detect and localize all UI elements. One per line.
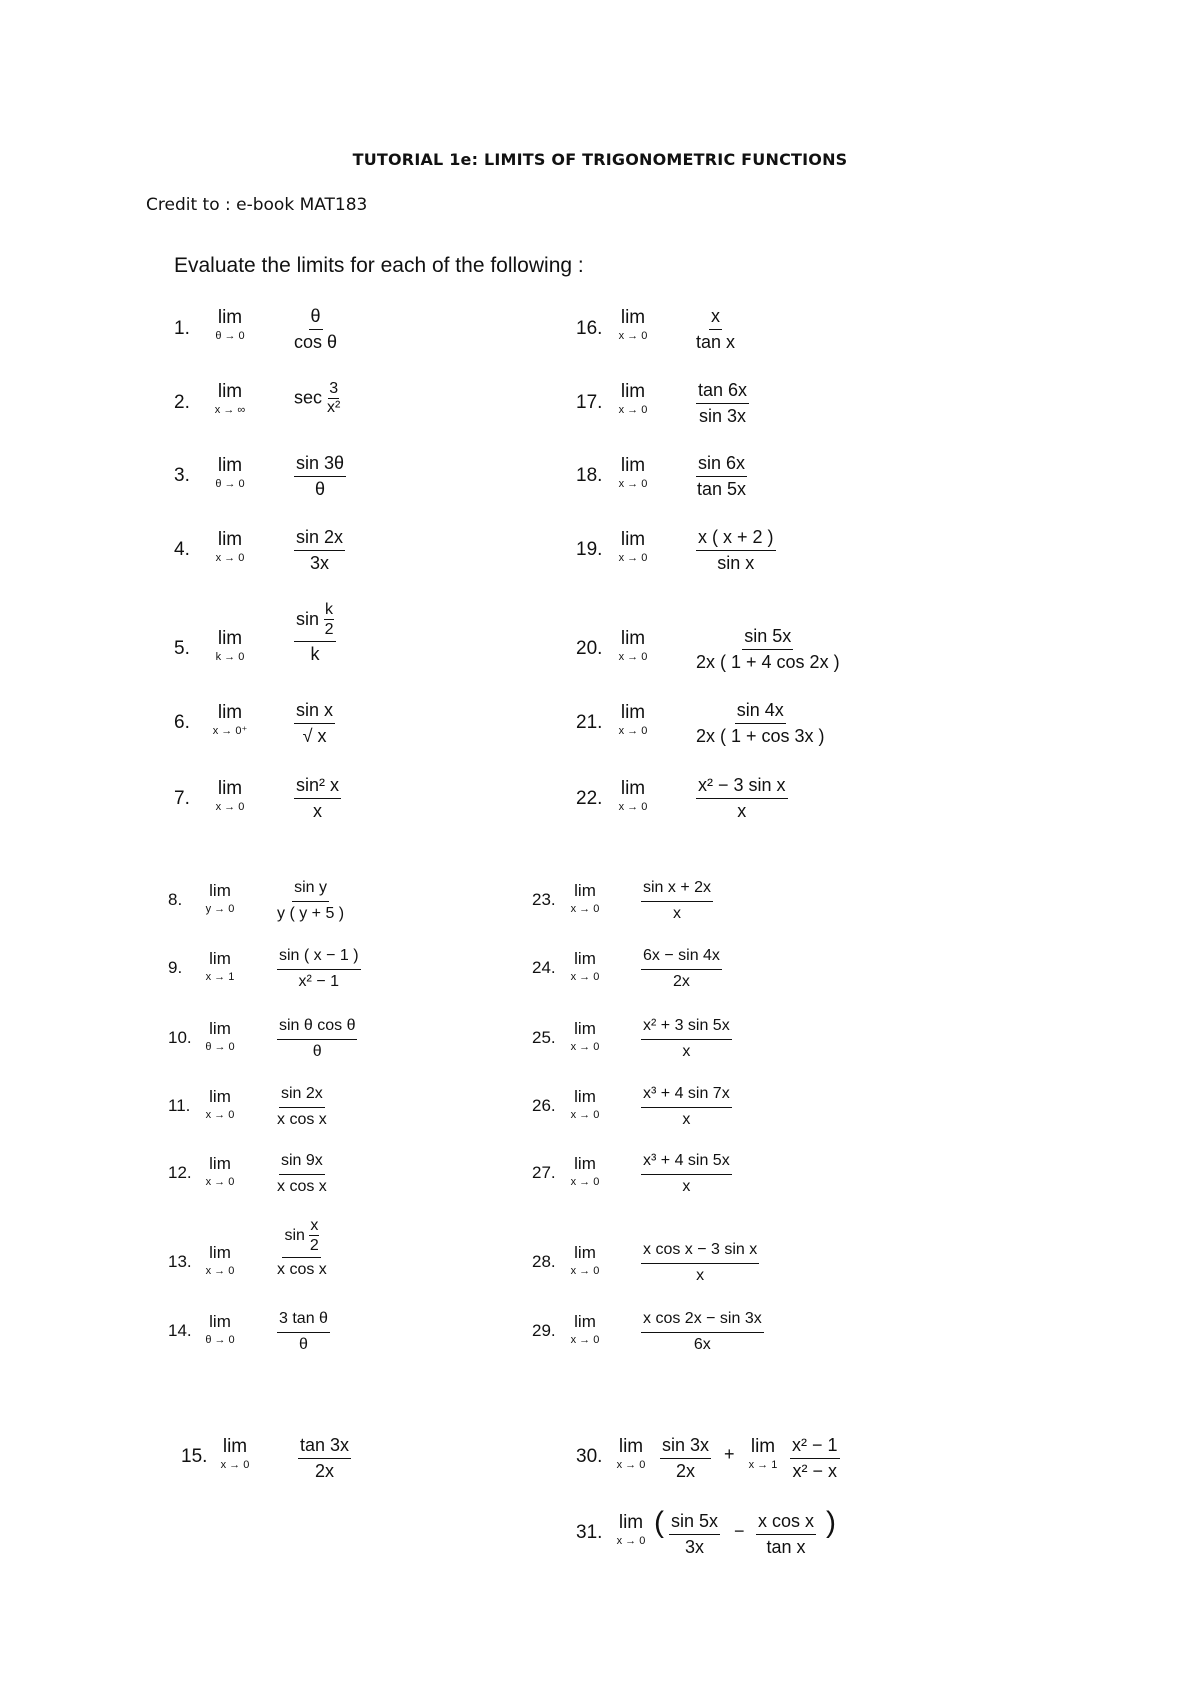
- limit-operator: lim k → 0: [215, 628, 245, 663]
- left-parenthesis: (: [654, 1506, 664, 1539]
- limit-operator: lim x → 0: [215, 529, 245, 564]
- problem-number: 18.: [576, 465, 603, 486]
- fraction: $\frac{\tan 3x}{2x}$: [300, 1435, 350, 1481]
- fraction: $\frac{\sin 3x}{2x}$: [662, 1435, 710, 1481]
- fraction: $\frac{\theta}{\text{cos θ}}$: [294, 306, 338, 352]
- credit-line: Credit to : e-book MAT183: [146, 195, 368, 215]
- problem-number: 15.: [181, 1446, 208, 1467]
- fraction: $\frac{\text{x² − 1}}{\text{x² − x}}$: [792, 1435, 838, 1481]
- limit-operator: lim x → 0⁺: [212, 702, 248, 737]
- limit-operator: lim x → 0: [616, 1436, 646, 1471]
- fraction: $\frac{\sin 5x}{2x ( 1 + 4 \cos 2x )}$: [696, 626, 840, 672]
- limit-operator: lim θ → 0: [205, 1019, 235, 1053]
- fraction: $\frac{\sin ( x - 1 )}{\text{x² − 1}}$: [279, 947, 359, 990]
- expression: sec $\frac{3}{\text{x²}}$: [294, 380, 341, 416]
- limit-operator: lim x → 0: [618, 455, 648, 490]
- problem-number: 22.: [576, 788, 603, 809]
- minus-operator: −: [734, 1521, 745, 1541]
- fraction: $\frac{\sin 2x}{\text{x cos x}}$: [277, 1085, 327, 1128]
- limit-operator: lim x → 0: [618, 529, 648, 564]
- limit-operator: lim x → 0: [618, 778, 648, 813]
- problem-number: 24.: [532, 958, 556, 977]
- problem-number: 17.: [576, 392, 603, 413]
- limit-operator: lim θ → 0: [215, 455, 245, 490]
- problem-number: 29.: [532, 1321, 556, 1340]
- problem-number: 1.: [174, 318, 190, 339]
- fraction: $\frac{\sin 2x}{3x}$: [296, 527, 344, 573]
- fraction: $\frac{\text{x cos x − 3 sin x}}{x}$: [643, 1241, 758, 1284]
- problem-number: 25.: [532, 1028, 556, 1047]
- fraction: $\frac{\text{x cos 2x − sin 3x}}{6x}$: [643, 1310, 762, 1353]
- fraction: $\frac{\sin 9x}{\text{x cos x}}$: [277, 1152, 327, 1195]
- fraction: $\frac{\text{x² + 3 sin 5x}}{x}$: [643, 1017, 730, 1060]
- problem-number: 21.: [576, 712, 603, 733]
- problem-number: 23.: [532, 890, 556, 909]
- limit-operator: lim x → 0: [570, 949, 600, 983]
- problem-number: 5.: [174, 638, 190, 659]
- limit-operator: lim x → ∞: [214, 381, 246, 416]
- problem-number: 11.: [168, 1096, 191, 1115]
- fraction: $\frac{\text{sin² x}}{x}$: [296, 775, 340, 821]
- fraction: $\frac{\sin 4x}{2x ( 1 + \cos 3x )}$: [696, 700, 825, 746]
- problem-number: 14.: [168, 1321, 192, 1340]
- fraction: $\frac{\text{x cos x}}{\text{tan x}}$: [758, 1511, 815, 1557]
- fraction: $\frac{\sin 3\theta}{\theta}$: [296, 453, 345, 499]
- problem-number: 30.: [576, 1446, 603, 1467]
- right-parenthesis: ): [826, 1506, 836, 1539]
- limit-operator: lim x → 0: [570, 1243, 600, 1277]
- problem-number: 2.: [174, 392, 190, 413]
- limit-operator: lim x → 0: [215, 778, 245, 813]
- problem-number: 19.: [576, 539, 603, 560]
- fraction: $\frac{\text{x³ + 4 sin 7x}}{x}$: [643, 1085, 730, 1128]
- limit-operator: lim x → 0: [220, 1436, 250, 1471]
- problem-number: 26.: [532, 1096, 556, 1115]
- fraction: $\frac{6x - \sin 4x}{2x}$: [643, 947, 720, 990]
- limit-operator: lim x → 0: [570, 1087, 600, 1121]
- limit-operator: lim x → 0: [618, 381, 648, 416]
- fraction: sin $\frac{x}{2}$ x cos x: [277, 1217, 327, 1278]
- problem-number: 7.: [174, 788, 190, 809]
- limit-operator: lim x → 1: [205, 949, 235, 983]
- instruction-text: Evaluate the limits for each of the following :: [174, 254, 584, 277]
- problem-number: 12.: [168, 1163, 192, 1182]
- fraction: $\frac{x ( x + 2 )}{\text{sin x}}$: [698, 527, 774, 573]
- fraction: $\frac{\text{sin θ cos θ}}{\theta}$: [279, 1017, 356, 1060]
- limit-operator: lim x → 0: [570, 1312, 600, 1346]
- fraction: $\frac{\tan 6x}{\sin 3x}$: [698, 380, 748, 426]
- problem-number: 6.: [174, 712, 190, 733]
- limit-operator: lim x → 0: [570, 1019, 600, 1053]
- page-title: TUTORIAL 1e: LIMITS OF TRIGONOMETRIC FUNCTIONS: [352, 150, 848, 169]
- limit-operator: lim θ → 0: [215, 307, 245, 342]
- problem-number: 3.: [174, 465, 190, 486]
- problem-number: 27.: [532, 1163, 556, 1182]
- fraction: $\frac{\text{sin x}}{√ x}$: [296, 700, 334, 746]
- limit-operator: lim x → 0: [618, 307, 648, 342]
- problem-number: 13.: [168, 1252, 192, 1271]
- fraction: $\frac{\sin 5x}{3x}$: [671, 1511, 719, 1557]
- plus-operator: +: [724, 1444, 735, 1464]
- fraction: $\frac{x}{\text{tan x}}$: [696, 306, 736, 352]
- limit-operator: lim y → 0: [205, 881, 235, 915]
- limit-operator: lim x → 0: [570, 1154, 600, 1188]
- limit-operator: lim x → 0: [618, 702, 648, 737]
- fraction: sin $\frac{k}{2}$ k: [294, 601, 336, 665]
- fraction: $\frac{\sin 6x}{\tan 5x}$: [696, 453, 747, 499]
- limit-operator: lim x → 0: [205, 1154, 235, 1188]
- problem-number: 20.: [576, 638, 603, 659]
- problem-number: 28.: [532, 1252, 556, 1271]
- fraction: $\frac{\text{3 tan θ}}{\theta}$: [279, 1310, 328, 1353]
- limit-operator: lim x → 0: [616, 1512, 646, 1547]
- limit-operator: lim x → 0: [618, 628, 648, 663]
- problem-number: 4.: [174, 539, 190, 560]
- limit-operator: lim x → 0: [205, 1243, 235, 1277]
- fraction: $\frac{\text{x³ + 4 sin 5x}}{x}$: [643, 1152, 730, 1195]
- limit-operator: lim x → 0: [205, 1087, 235, 1121]
- problem-number: 8.: [168, 890, 183, 909]
- limit-operator: lim x → 1: [748, 1436, 778, 1471]
- limit-operator: lim x → 0: [570, 881, 600, 915]
- fraction: $\frac{\text{sin y}}{y ( y + 5 )}$: [277, 879, 345, 922]
- problem-number: 10.: [168, 1028, 192, 1047]
- fraction: $\frac{\text{sin x + 2x}}{x}$: [643, 879, 712, 922]
- problem-number: 16.: [576, 318, 603, 339]
- fraction: $\frac{\text{x² − 3 sin x}}{x}$: [698, 775, 786, 821]
- problem-number: 9.: [168, 958, 183, 977]
- problem-number: 31.: [576, 1522, 603, 1543]
- limit-operator: lim θ → 0: [205, 1312, 235, 1346]
